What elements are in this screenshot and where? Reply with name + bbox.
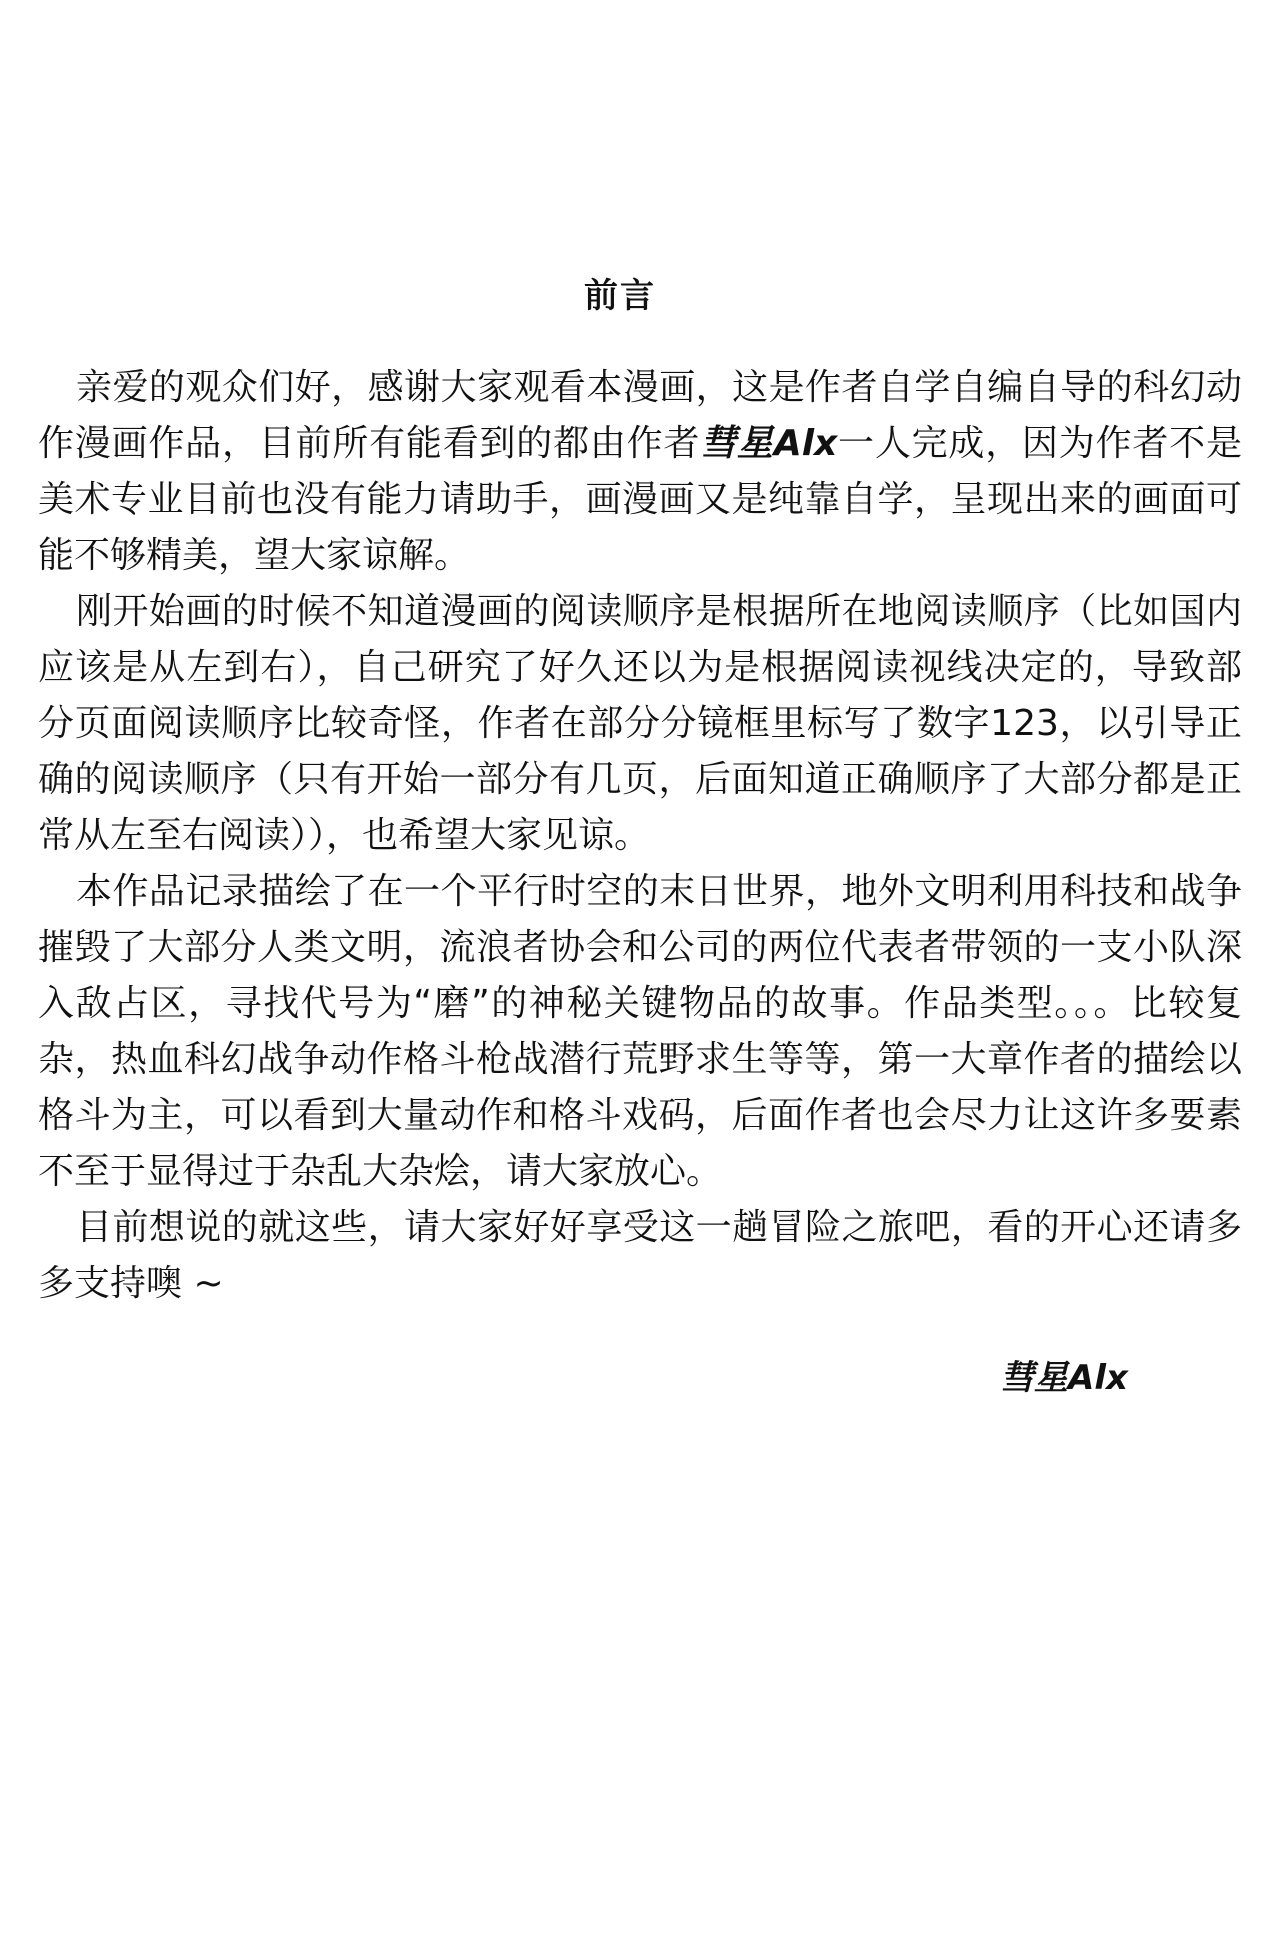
paragraph-1: [38, 360, 1242, 584]
page-title: 前言: [584, 276, 656, 316]
paragraph-4: 目前想说的就这些，请大家好好享受这一趟冒险之旅吧，看的开心还请多多支持噢 ~: [38, 1207, 1242, 1304]
signature: 彗星Alx: [1000, 1358, 1128, 1398]
preface-body: [38, 360, 1242, 1312]
paragraph-1-after: 一人完成，因为作者不是美术专业目前也没有能力请助手，画漫画又是纯靠自学，呈现出来的画面可能不够精美，望大家谅解。: [38, 423, 1242, 576]
paragraph-3: 本作品记录描绘了在一个平行时空的末日世界，地外文明利用科技和战争摧毁了大部分人类文明，流浪者协会和公司的两位代表者带领的一支小队深入敌占区，寻找代号为“磨”的神秘关键物品的故事。作品类型。。。比较复杂，热血科幻战争动作格斗枪战潜行荒野求生等等，第一大章作者的描绘以格斗为主，可以看到大量动作和格斗戏码，后面作者也会尽力让这许多要素不至于显得过于杂乱大杂烩，请大家放心。: [38, 871, 1242, 1192]
paragraph-2: 刚开始画的时候不知道漫画的阅读顺序是根据所在地阅读顺序（比如国内应该是从左到右），自己研究了好久还以为是根据阅读视线决定的，导致部分页面阅读顺序比较奇怪，作者在部分分镜框里标写了数字123，以引导正确的阅读顺序（只有开始一部分有几页，后面知道正确顺序了大部分都是正常从左至右阅读）），也希望大家见谅。: [38, 591, 1242, 856]
author-name-inline: 彗星Alx: [700, 423, 838, 464]
paragraph-1-before: 亲爱的观众们好，感谢大家观看本漫画，这是作者自学自编自导的科幻动作漫画作品，目前所有能看到的都由作者: [38, 367, 1242, 464]
